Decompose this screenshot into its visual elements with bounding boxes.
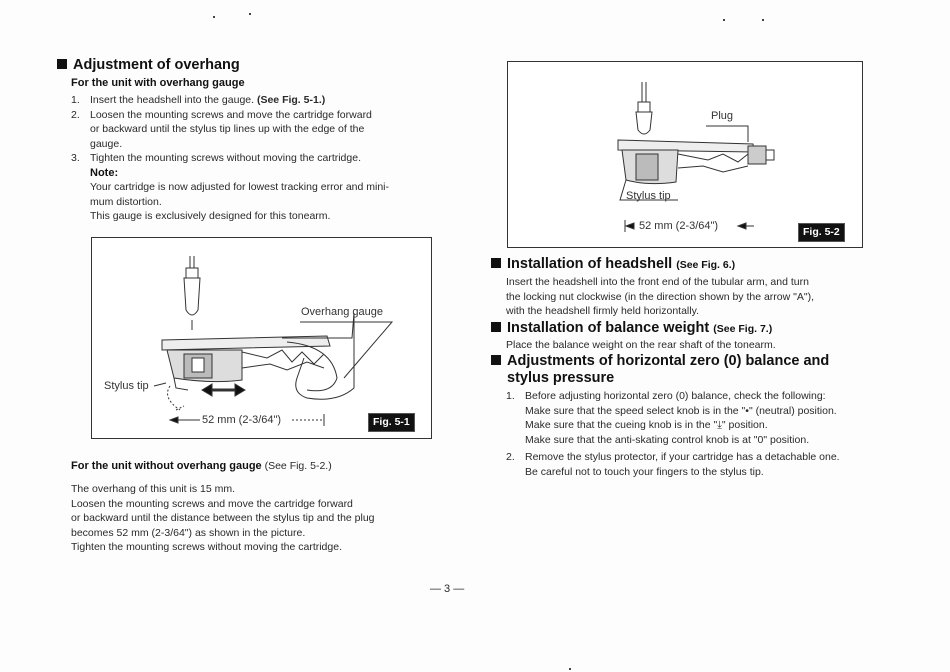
balance-weight-paragraph: Place the balance weight on the rear shaft of the tonearm. (506, 339, 776, 351)
note-label: Note: (90, 166, 119, 179)
section-title-headshell: Installation of headshell (See Fig. 6.) (491, 256, 735, 274)
figure-tag: Fig. 5-1 (368, 413, 415, 432)
dimension-label: 52 mm (2-3/64") (202, 414, 282, 426)
section-title-balance-weight: Installation of balance weight (See Fig. 7.) (491, 320, 772, 338)
scan-speck (569, 668, 571, 670)
subheading-with-gauge: For the unit with overhang gauge (71, 77, 245, 89)
headshell-paragraph: Insert the headshell into the front end of the tubular arm, and turn the locking nut clockwise (in the direction shown by the arrow "A"), with the headshell firmly held horizontally. (506, 276, 815, 317)
page-number: — 3 — (430, 583, 465, 595)
stylus-tip-label: Stylus tip (626, 190, 671, 202)
note-block: Note: Your cartridge is now adjusted for lowest tracking error and mini- mum distortion. This gauge is exclusively designed for this tonearm. (71, 166, 451, 224)
bullet-square-icon (491, 258, 501, 268)
overhang-gauge-illustration (92, 238, 431, 438)
scan-speck (249, 13, 251, 15)
list-item: 2. Loosen the mounting screws and move the cartridge forward or backward until the stylus tip lines up with the edge of the gauge. (71, 108, 372, 150)
figure-tag: Fig. 5-2 (798, 223, 845, 242)
list-item: 3. Tighten the mounting screws without moving the cartridge. (71, 152, 361, 164)
zero-balance-steps (506, 389, 886, 479)
list-item: 2. Remove the stylus protector, if your cartridge has a detachable one. Be careful not to touch your fingers to the stylus tip. (506, 451, 840, 478)
overhang-gauge-label: Overhang gauge (301, 306, 383, 318)
dimension-label: 52 mm (2-3/64") (639, 220, 719, 232)
figure-5-2 (507, 61, 863, 248)
list-item: 1. Before adjusting horizontal zero (0) balance, check the following: Make sure that the speed select knob is in the "•" (neutral) position. Make sure that the cueing knob is in the "⤓" position. Make sure that the anti-skating control knob is at "0" position. (506, 390, 837, 446)
figure-5-1 (91, 237, 432, 439)
scan-speck (213, 16, 215, 18)
section-title-zero-balance: Adjustments of horizontal zero (0) balance and stylus pressure (491, 353, 829, 387)
steps-list (71, 93, 451, 224)
overhang-paragraph: The overhang of this unit is 15 mm. Loosen the mounting screws and move the cartridge forward or backward until the distance between the stylus tip and the plug becomes 52 mm (2-3/64") as shown in the picture. Tighten the mounting screws without moving the cartridge. (71, 483, 375, 553)
bullet-square-icon (57, 59, 67, 69)
plug-label: Plug (711, 110, 734, 122)
bullet-square-icon (491, 355, 501, 365)
stylus-tip-label: Stylus tip (104, 380, 149, 392)
scan-speck (762, 19, 764, 21)
subheading-without-gauge: For the unit without overhang gauge (See Fig. 5-2.) (71, 460, 332, 472)
list-item: 1. Insert the headshell into the gauge. (See Fig. 5-1.) (71, 94, 326, 106)
scan-speck (723, 19, 725, 21)
section-title-overhang: Adjustment of overhang (57, 57, 240, 74)
bullet-square-icon (491, 322, 501, 332)
